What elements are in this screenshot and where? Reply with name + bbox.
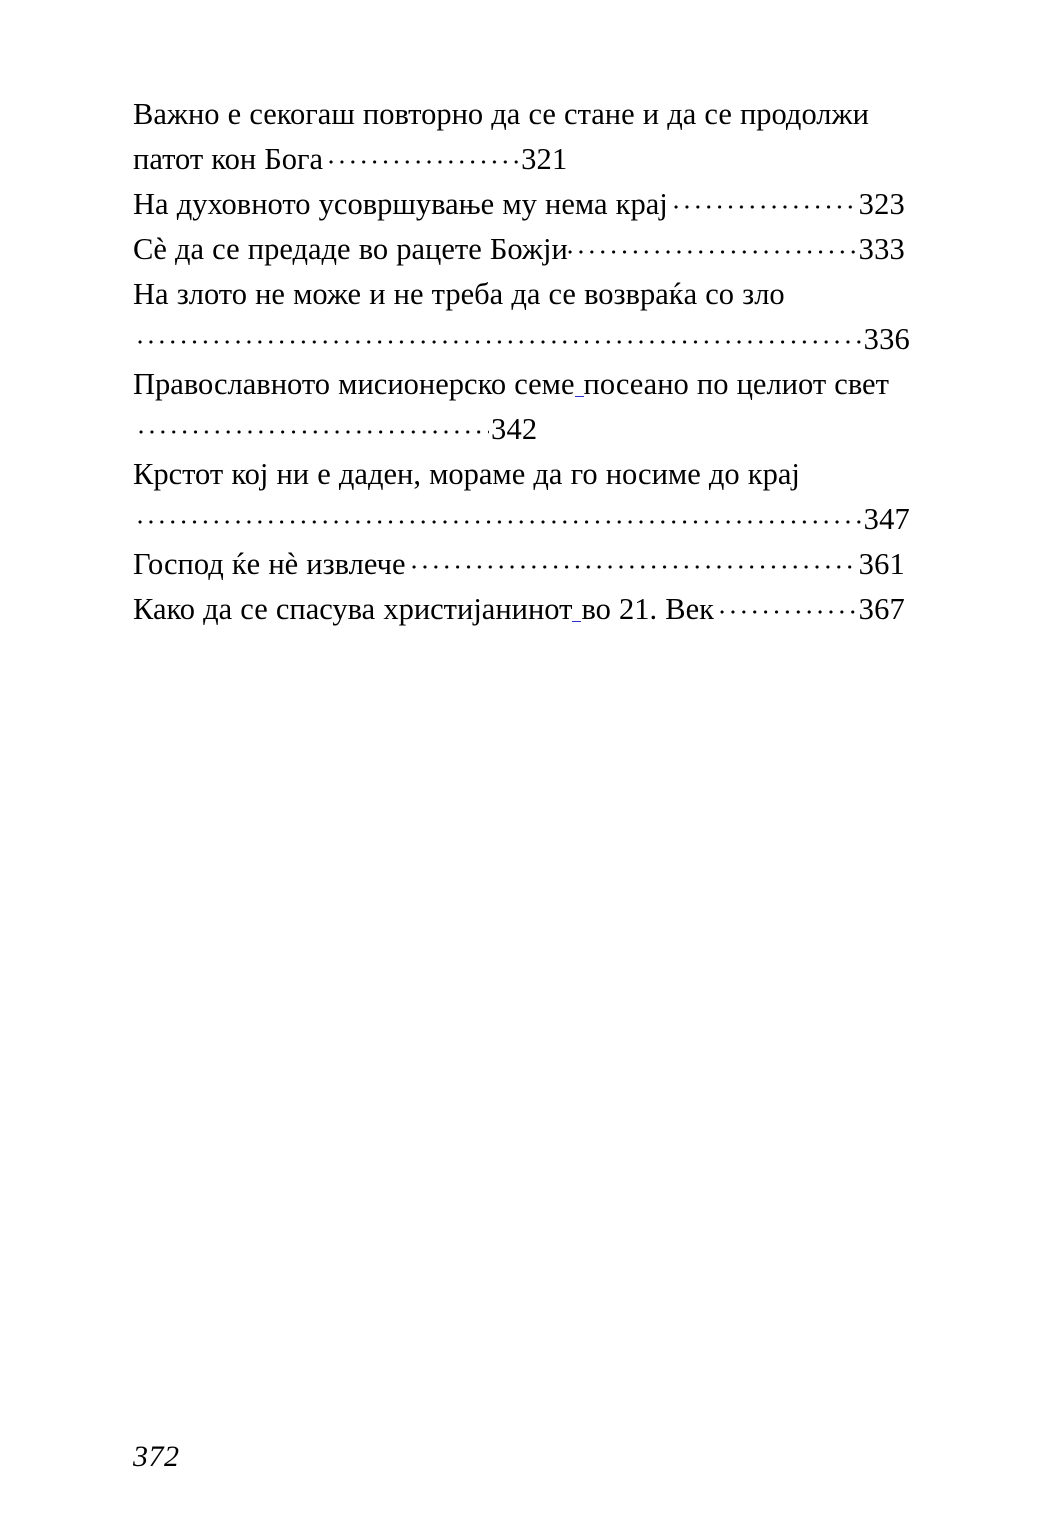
- toc-entry[interactable]: [133, 92, 905, 182]
- dot-leader: [139, 429, 489, 435]
- toc-entry[interactable]: [133, 362, 905, 452]
- dot-leader: [138, 519, 862, 525]
- toc-entry-title-part-2: посеано по целиот свет: [583, 367, 889, 401]
- toc-entry-title-part-2: во 21. Век: [581, 592, 715, 626]
- toc-entry-row: [133, 182, 905, 227]
- toc-entry-title: Сѐ да се предаде во рацете Божји: [133, 232, 568, 266]
- toc-entry-leader-row: [133, 497, 910, 542]
- toc-entry-title: Важно е секогаш повторно да се стане и да се продолжи патот кон Бога: [133, 97, 869, 176]
- toc-entry-title-part-1: Како да се спасува христијанинот: [133, 592, 573, 626]
- dot-leader: [329, 159, 519, 165]
- toc-entry-title: [133, 587, 714, 632]
- dot-leader: [138, 339, 862, 345]
- toc-entry[interactable]: [133, 272, 910, 362]
- toc-entry-title-part-1: Православното мисионерско семе: [133, 367, 575, 401]
- toc-entry-page: 321: [521, 142, 568, 176]
- toc-entry-page: 333: [858, 232, 905, 266]
- toc-entry[interactable]: [133, 452, 910, 542]
- toc-entry[interactable]: [133, 542, 905, 587]
- toc-entry-page: 367: [858, 592, 905, 626]
- toc-entry-row: [133, 542, 905, 587]
- toc-entry-title: На злото не може и не треба да се возвраќа со зло: [133, 277, 785, 311]
- toc-entry-page: 323: [858, 187, 905, 221]
- dot-leader: [412, 564, 857, 570]
- toc-entry[interactable]: [133, 182, 905, 227]
- toc-entry-page: 347: [863, 502, 910, 536]
- link-space-artifact-icon: [575, 396, 584, 397]
- toc-entry-title: [133, 367, 889, 401]
- toc-entry-leader-row: [133, 317, 910, 362]
- toc-entry-title: Господ ќе нѐ извлече: [133, 547, 406, 581]
- toc-entry-title: Крстот кој ни е даден, мораме да го носиме до крај: [133, 457, 800, 491]
- toc-entry-page: 342: [491, 412, 538, 446]
- toc-entry-page: 361: [858, 547, 905, 581]
- dot-leader: [568, 249, 857, 255]
- page-folio-number: 372: [133, 1440, 180, 1473]
- table-of-contents: [133, 92, 910, 632]
- toc-entry-row: [133, 227, 905, 272]
- toc-entry-page: 336: [863, 322, 910, 356]
- toc-entry-row: [133, 587, 905, 632]
- dot-leader: [674, 204, 857, 210]
- toc-entry[interactable]: [133, 227, 905, 272]
- toc-entry-title: На духовното усовршување му нема крај: [133, 187, 668, 221]
- toc-entry[interactable]: [133, 587, 905, 632]
- dot-leader: [720, 609, 857, 615]
